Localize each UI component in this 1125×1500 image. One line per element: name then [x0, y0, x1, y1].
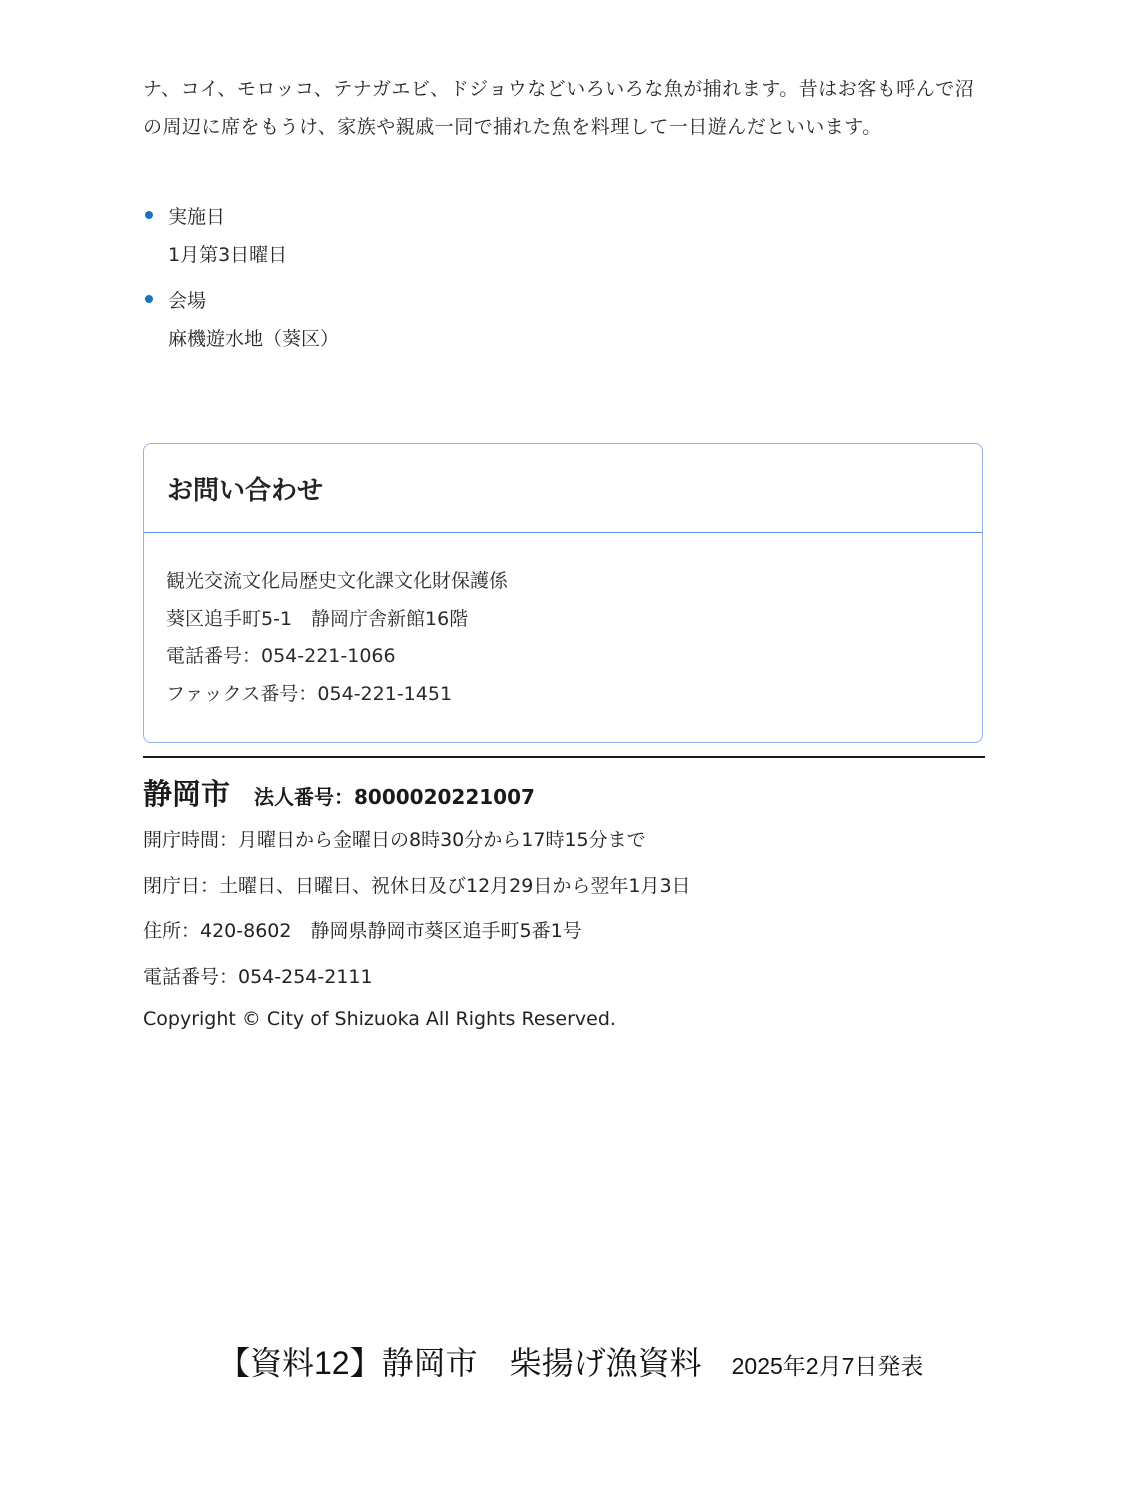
- contact-phone: 電話番号：054-221-1066: [166, 645, 396, 667]
- contact-body: [144, 533, 982, 713]
- info-item-date: [143, 198, 743, 274]
- city-name: 静岡市: [143, 777, 231, 811]
- contact-box: [143, 443, 983, 743]
- contact-title: お問い合わせ: [167, 475, 324, 506]
- closed-days: 閉庁日：土曜日、日曜日、祝休日及び12月29日から翌年1月3日: [143, 874, 691, 897]
- corporate-number: 法人番号：8000020221007: [254, 785, 535, 809]
- event-info-list: [143, 198, 743, 366]
- site-footer: [143, 772, 985, 1030]
- office-hours: 開庁時間：月曜日から金曜日の8時30分から17時15分まで: [143, 829, 646, 851]
- contact-header: [144, 444, 982, 533]
- contact-address: 葵区追手町5-1 静岡庁舎新館16階: [166, 607, 469, 630]
- copyright: Copyright © City of Shizuoka All Rights Reserved.: [143, 1008, 616, 1030]
- bullet-icon: [145, 211, 153, 219]
- info-desc: 麻機遊水地（葵区）: [168, 328, 340, 350]
- info-item-venue: [143, 282, 743, 358]
- address: 住所：420-8602 静岡県静岡市葵区追手町5番1号: [143, 920, 582, 942]
- info-desc: 1月第3日曜日: [168, 244, 288, 266]
- intro-paragraph: ナ、コイ、モロッコ、テナガエビ、ドジョウなどいろいろな魚が捕れます。昔はお客も呼んで沼の周辺に席をもうけ、家族や親戚一同で捕れた魚を料理して一日遊んだといいます。: [143, 78, 975, 138]
- caption-title: 【資料12】静岡市 柴揚げ漁資料: [218, 1345, 702, 1381]
- info-term: 会場: [168, 290, 207, 312]
- document-caption: [218, 1338, 923, 1384]
- contact-department: 観光交流文化局歴史文化課文化財保護係: [166, 570, 509, 592]
- bullet-icon: [145, 295, 153, 303]
- phone-number: 電話番号：054-254-2111: [143, 965, 373, 988]
- info-term: 実施日: [168, 206, 226, 228]
- footer-divider: [143, 756, 985, 758]
- footer-header: [143, 772, 985, 818]
- contact-fax: ファックス番号：054-221-1451: [166, 682, 453, 705]
- caption-date: 2025年2月7日発表: [731, 1353, 924, 1379]
